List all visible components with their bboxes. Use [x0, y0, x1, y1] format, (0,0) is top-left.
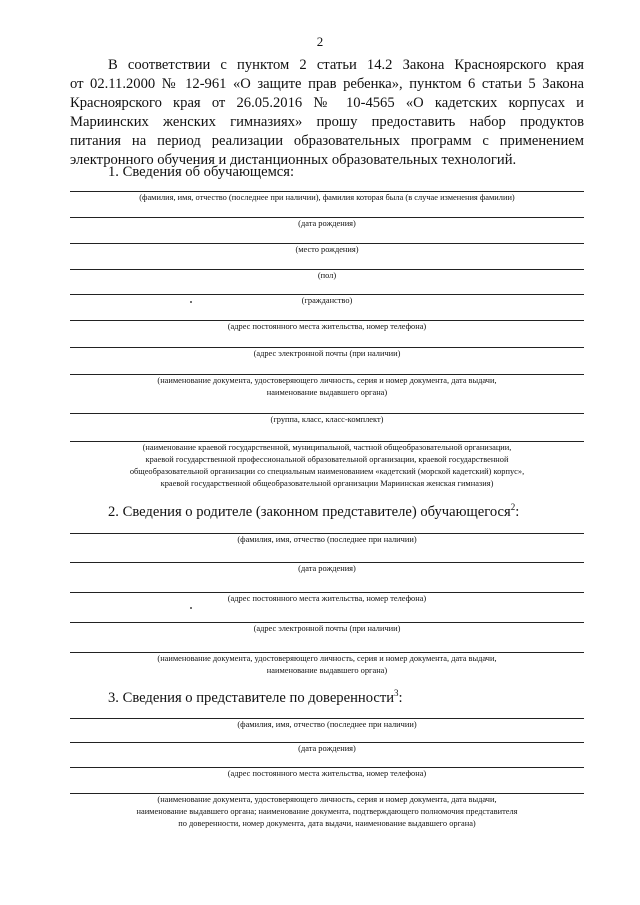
field-caption-line: краевой государственной профессиональной образовательной организации, краевой государственной [145, 455, 509, 464]
field-caption [70, 653, 584, 677]
field-caption-line: наименование выдавшего органа; наименование документа, подтверждающего полномочия представителя [136, 807, 518, 816]
field-caption [70, 270, 584, 282]
field-caption [70, 768, 584, 780]
field-caption-line: (наименование документа, удостоверяющего личность, серия и номер документа, дата выдачи, [157, 795, 497, 804]
field-caption [70, 375, 584, 399]
section3-heading-colon: : [398, 689, 403, 706]
intro-line: Мариинских женских гимназиях» прошу предоставить набор продуктов [70, 114, 584, 130]
field-caption-line: (дата рождения) [298, 744, 356, 753]
field-caption [70, 244, 584, 256]
field-caption [70, 192, 584, 204]
field-caption-line: по доверенности, номер документа, дата выдачи, наименование выдавшего органа) [178, 819, 476, 828]
field-caption-line: (наименование документа, удостоверяющего личность, серия и номер документа, дата выдачи, [157, 654, 497, 663]
field-caption [70, 623, 584, 635]
intro-line: от 02.11.2000 № 12-961 «О защите прав ребенка», пунктом 6 статьи 5 Закона [70, 76, 584, 92]
field-caption-line: (гражданство) [301, 296, 353, 305]
intro-line: В соответствии с пунктом 2 статьи 14.2 Закона Красноярского края [108, 57, 584, 73]
field-caption-line: (наименование краевой государственной, муниципальной, частной общеобразовательной организации, [142, 443, 512, 452]
field-caption-line: наименование выдавшего органа) [266, 666, 388, 675]
field-caption-line: (фамилия, имя, отчество (последнее при наличии) [237, 720, 417, 729]
scan-speck [190, 301, 192, 303]
intro-line: Красноярского края от 26.05.2016 № 10-4565 «О кадетских корпусах и [70, 95, 584, 111]
field-caption-line: (адрес электронной почты (при наличии) [253, 624, 401, 633]
field-caption-line: (пол) [317, 271, 337, 280]
field-caption [70, 414, 584, 426]
section2-heading-text: 2. Сведения о родителе (законном представителе) обучающегося [108, 503, 511, 520]
field-caption-line: (наименование документа, удостоверяющего личность, серия и номер документа, дата выдачи, [157, 376, 497, 385]
field-caption-line: (фамилия, имя, отчество (последнее при наличии) [237, 535, 417, 544]
field-caption [70, 442, 584, 490]
section2-heading-colon: : [515, 503, 520, 520]
page-number: 2 [316, 34, 324, 49]
field-caption [70, 321, 584, 333]
field-caption-line: (группа, класс, класс-комплект) [270, 415, 384, 424]
intro-paragraph [70, 56, 584, 170]
section3-heading-text: 3. Сведения о представителе по доверенности [108, 689, 395, 706]
field-caption-line: (дата рождения) [298, 564, 356, 573]
field-caption-line: (адрес постоянного места жительства, номер телефона) [227, 769, 427, 778]
field-caption [70, 743, 584, 755]
field-caption-line: наименование выдавшего органа) [266, 388, 388, 397]
field-caption [70, 563, 584, 575]
intro-line: питания на период реализации образовательных программ с применением [70, 133, 584, 149]
field-caption-line: (адрес постоянного места жительства, номер телефона) [227, 594, 427, 603]
field-caption [70, 348, 584, 360]
field-caption-line: (адрес электронной почты (при наличии) [253, 349, 401, 358]
field-caption [70, 593, 584, 605]
field-caption-line: (дата рождения) [298, 219, 356, 228]
section3-heading [108, 688, 403, 707]
field-caption [70, 218, 584, 230]
field-caption [70, 719, 584, 731]
field-caption-line: общеобразовательной организации со специальным наименованием «кадетский (морской кадетский) корпус», [129, 467, 525, 476]
section1-heading: 1. Сведения об обучающемся: [108, 164, 295, 180]
field-caption-line: (место рождения) [295, 245, 359, 254]
section2-heading [108, 502, 519, 521]
scan-speck [190, 607, 192, 609]
field-caption-line: (фамилия, имя, отчество (последнее при наличии), фамилия которая была (в случае изменения фамилии) [139, 193, 515, 202]
footnote-mark: 2 [510, 502, 516, 512]
intro-line: электронного обучения и дистанционных образовательных технологий. [70, 152, 517, 168]
field-caption [70, 295, 584, 307]
field-caption-line: краевой государственной общеобразовательной организации Мариинская женская гимназия) [160, 479, 494, 488]
field-caption-line: (адрес постоянного места жительства, номер телефона) [227, 322, 427, 331]
field-caption [70, 534, 584, 546]
field-caption [70, 794, 584, 830]
footnote-mark: 3 [394, 688, 399, 698]
